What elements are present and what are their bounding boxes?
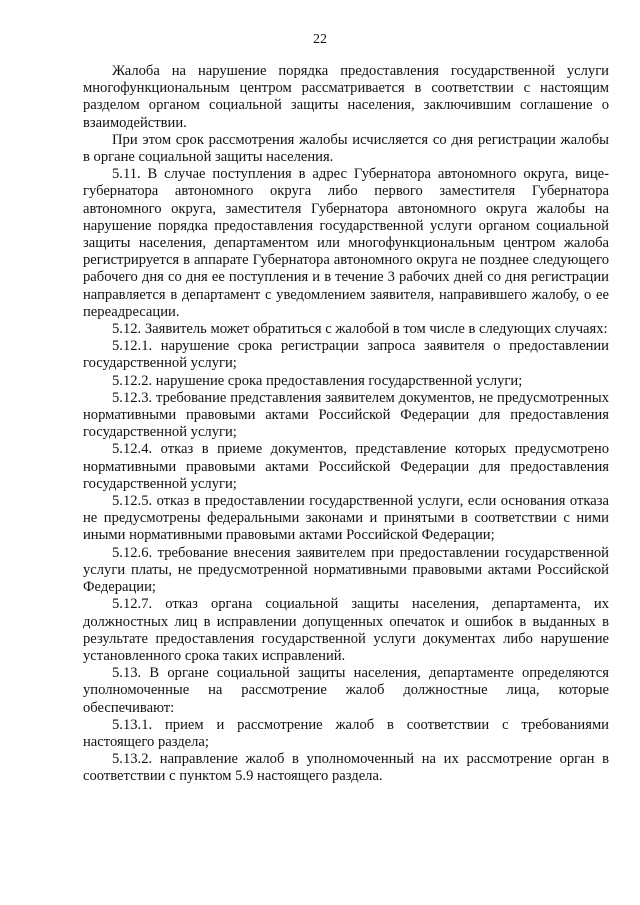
paragraph: При этом срок рассмотрения жалобы исчисляется со дня регистрации жалобы в органе социальной защиты населения. — [83, 131, 609, 166]
paragraph: 5.12.3. требование представления заявителем документов, не предусмотренных нормативными правовыми актами Российской Федерации для предоставления государственной услуги; — [83, 389, 609, 441]
paragraph: 5.12.7. отказ органа социальной защиты населения, департамента, их должностных лиц в исправлении допущенных опечаток и ошибок в выданных в результате предоставления государственной услуги документах либо нарушение установленного срока таких исправлений. — [83, 596, 609, 664]
paragraph: 5.12.6. требование внесения заявителем при предоставлении государственной услуги платы, не предусмотренной нормативными правовыми актами Российской Федерации; — [83, 544, 609, 596]
page-number: 22 — [313, 32, 327, 47]
paragraph: 5.12.5. отказ в предоставлении государственной услуги, если основания отказа не предусмотрены федеральными законами и принятыми в соответствии с ними иными нормативными правовыми актами Российской Федерации; — [83, 493, 609, 544]
paragraph: 5.13. В органе социальной защиты населения, департаменте определяются уполномоченные на рассмотрение жалоб должностные лица, которые обеспечивают: — [83, 665, 609, 716]
paragraph: 5.12.1. нарушение срока регистрации запроса заявителя о предоставлении государственной услуги; — [83, 338, 609, 372]
paragraph: 5.12.4. отказ в приеме документов, представление которых предусмотрено нормативными правовыми актами Российской Федерации для предоставления государственной услуги; — [83, 441, 609, 492]
paragraph: 5.12. Заявитель может обратиться с жалобой в том числе в следующих случаях: — [112, 321, 608, 338]
paragraph: 5.11. В случае поступления в адрес Губернатора автономного округа, вице-губернатора автономного округа либо первого заместителя Губернатора автономного округа, заместителя Губернатора автономного округа жалобы на нарушение порядка предоставления государственной услуги органом социальной защиты населения, департаментом или многофункциональным центром жалоба регистрируется в аппарате Губернатора автономного округа не позднее следующего рабочего дня со дня ее поступления и в течение 3 рабочих дней со дня регистрации направляется в департамент с уведомлением заявителя, направившего жалобу, о ее переадресации. — [83, 166, 609, 320]
paragraph: Жалоба на нарушение порядка предоставления государственной услуги многофункциональным центром рассматривается в соответствии с настоящим разделом органом социальной защиты населения, заключившим соглашение о взаимодействии. — [83, 63, 609, 131]
paragraph: 5.13.1. прием и рассмотрение жалоб в соответствии с требованиями настоящего раздела; — [83, 716, 609, 750]
paragraph: 5.12.2. нарушение срока предоставления государственной услуги; — [112, 372, 523, 389]
document-body — [83, 63, 609, 786]
paragraph: 5.13.2. направление жалоб в уполномоченный на их рассмотрение орган в соответствии с пунктом 5.9 настоящего раздела. — [83, 751, 609, 785]
